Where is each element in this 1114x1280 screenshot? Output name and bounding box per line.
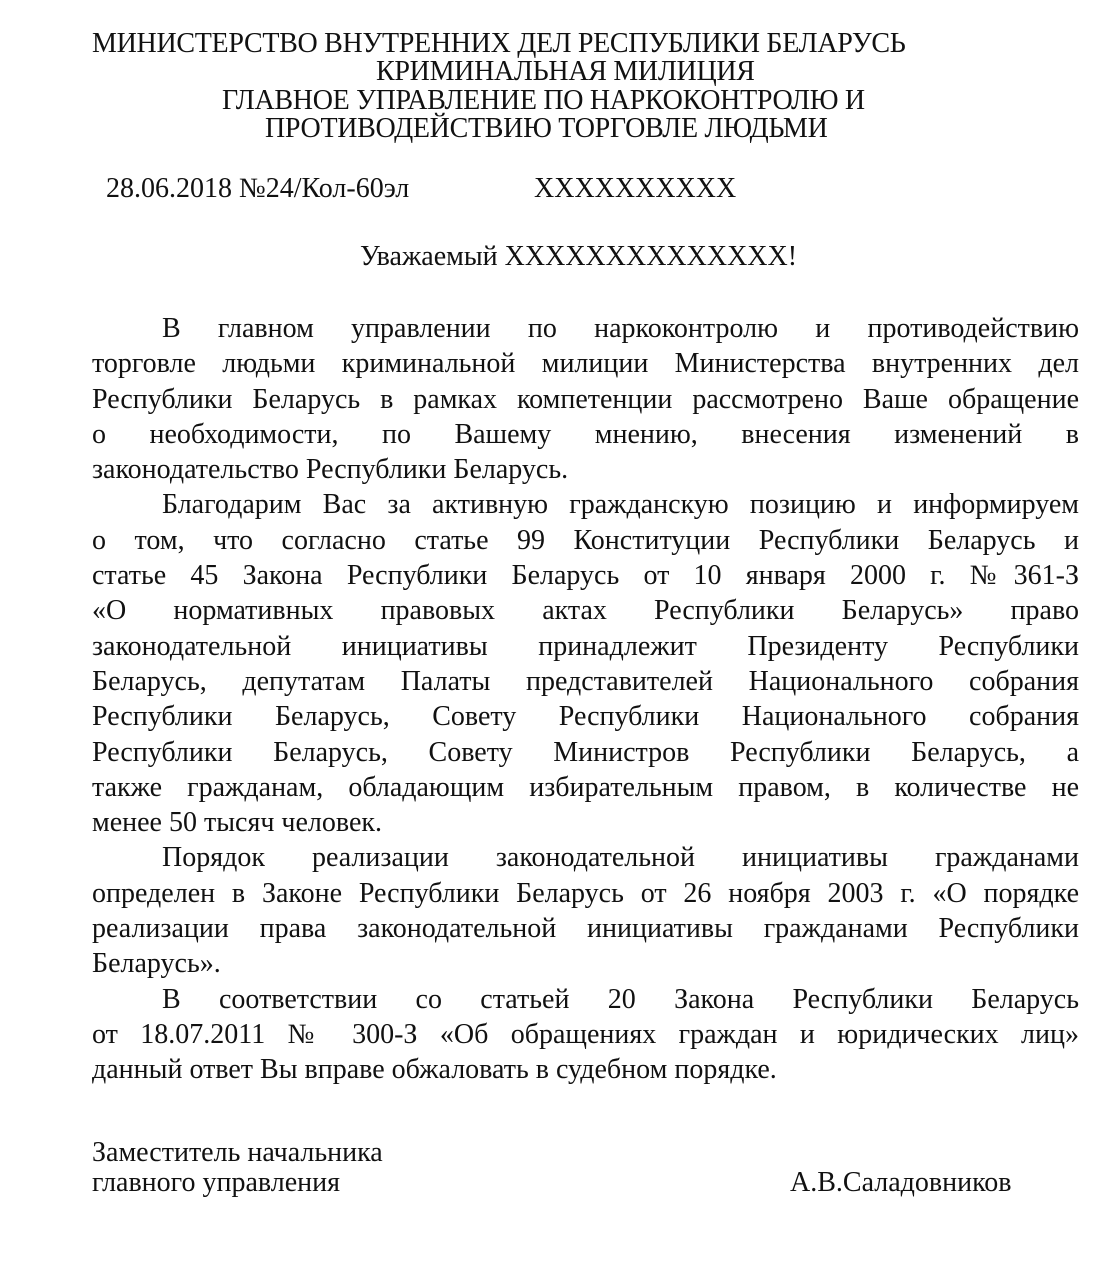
paragraph-line: законодательство Республики Беларусь. bbox=[92, 454, 569, 486]
paragraph bbox=[92, 982, 1079, 1088]
paragraph-line: «О нормативных правовых актах Республики Беларусь» право bbox=[92, 595, 1079, 627]
date-and-number: 28.06.2018 №24/Кол-60эл bbox=[106, 173, 410, 204]
paragraph bbox=[92, 840, 1079, 981]
header-directorate-cont: ПРОТИВОДЕЙСТВИЮ ТОРГОВЛЕ ЛЮДЬМИ bbox=[265, 113, 828, 144]
header-ministry: МИНИСТЕРСТВО ВНУТРЕННИХ ДЕЛ РЕСПУБЛИКИ БЕЛАРУСЬ bbox=[92, 28, 906, 59]
paragraph bbox=[92, 311, 1079, 487]
letter-body bbox=[92, 311, 1079, 1088]
paragraph-line: менее 50 тысяч человек. bbox=[92, 807, 382, 839]
paragraph-line: Республики Беларусь, Совету Министров Республики Беларусь, а bbox=[92, 736, 1079, 768]
paragraph-line: Республики Беларусь в рамках компетенции рассмотрено Ваше обращение bbox=[92, 383, 1079, 415]
paragraph-line: также гражданам, обладающим избирательным правом, в количестве не bbox=[92, 771, 1079, 803]
paragraph-line: определен в Законе Республики Беларусь от 26 ноября 2003 г. «О порядке bbox=[92, 877, 1079, 909]
paragraph-line: данный ответ Вы вправе обжаловать в судебном порядке. bbox=[92, 1054, 777, 1086]
header-directorate: ГЛАВНОЕ УПРАВЛЕНИЕ ПО НАРКОКОНТРОЛЮ И bbox=[222, 85, 865, 116]
paragraph-line: Порядок реализации законодательной инициативы гражданами bbox=[162, 842, 1079, 874]
salutation: Уважаемый XXXXXXXXXXXXXX! bbox=[360, 241, 798, 272]
paragraph-line: В главном управлении по наркоконтролю и противодействию bbox=[162, 313, 1079, 344]
addressee: XXXXXXXXXX bbox=[534, 173, 737, 204]
paragraph-line: Беларусь, депутатам Палаты представителей Национального собрания bbox=[92, 665, 1079, 697]
signatory-position: Заместитель начальника bbox=[92, 1137, 383, 1168]
paragraph-line: от 18.07.2011 № 300-З «Об обращениях граждан и юридических лиц» bbox=[92, 1018, 1079, 1050]
paragraph-line: реализации права законодательной инициативы гражданами Республики bbox=[92, 913, 1079, 945]
paragraph-line: Благодарим Вас за активную гражданскую позицию и информируем bbox=[162, 489, 1079, 521]
paragraph-line: о том, что согласно статье 99 Конституции Республики Беларусь и bbox=[92, 524, 1079, 556]
paragraph-line: статье 45 Закона Республики Беларусь от 10 января 2000 г. №361-З bbox=[92, 560, 1079, 592]
paragraph bbox=[92, 487, 1079, 840]
paragraph-line: В соответствии со статьей 20 Закона Республики Беларусь bbox=[162, 983, 1079, 1015]
paragraph-line: торговле людьми криминальной милиции Министерства внутренних дел bbox=[92, 348, 1079, 380]
paragraph-line: законодательной инициативы принадлежит Президенту Республики bbox=[92, 630, 1079, 662]
paragraph-line: Беларусь». bbox=[92, 948, 221, 980]
signatory-name: А.В.Саладовников bbox=[790, 1167, 1012, 1198]
signatory-position-cont: главного управления bbox=[92, 1167, 340, 1198]
paragraph-line: Республики Беларусь, Совету Республики Национального собрания bbox=[92, 701, 1079, 733]
paragraph-line: о необходимости, по Вашему мнению, внесения изменений в bbox=[92, 418, 1079, 450]
header-department: КРИМИНАЛЬНАЯ МИЛИЦИЯ bbox=[376, 56, 755, 87]
